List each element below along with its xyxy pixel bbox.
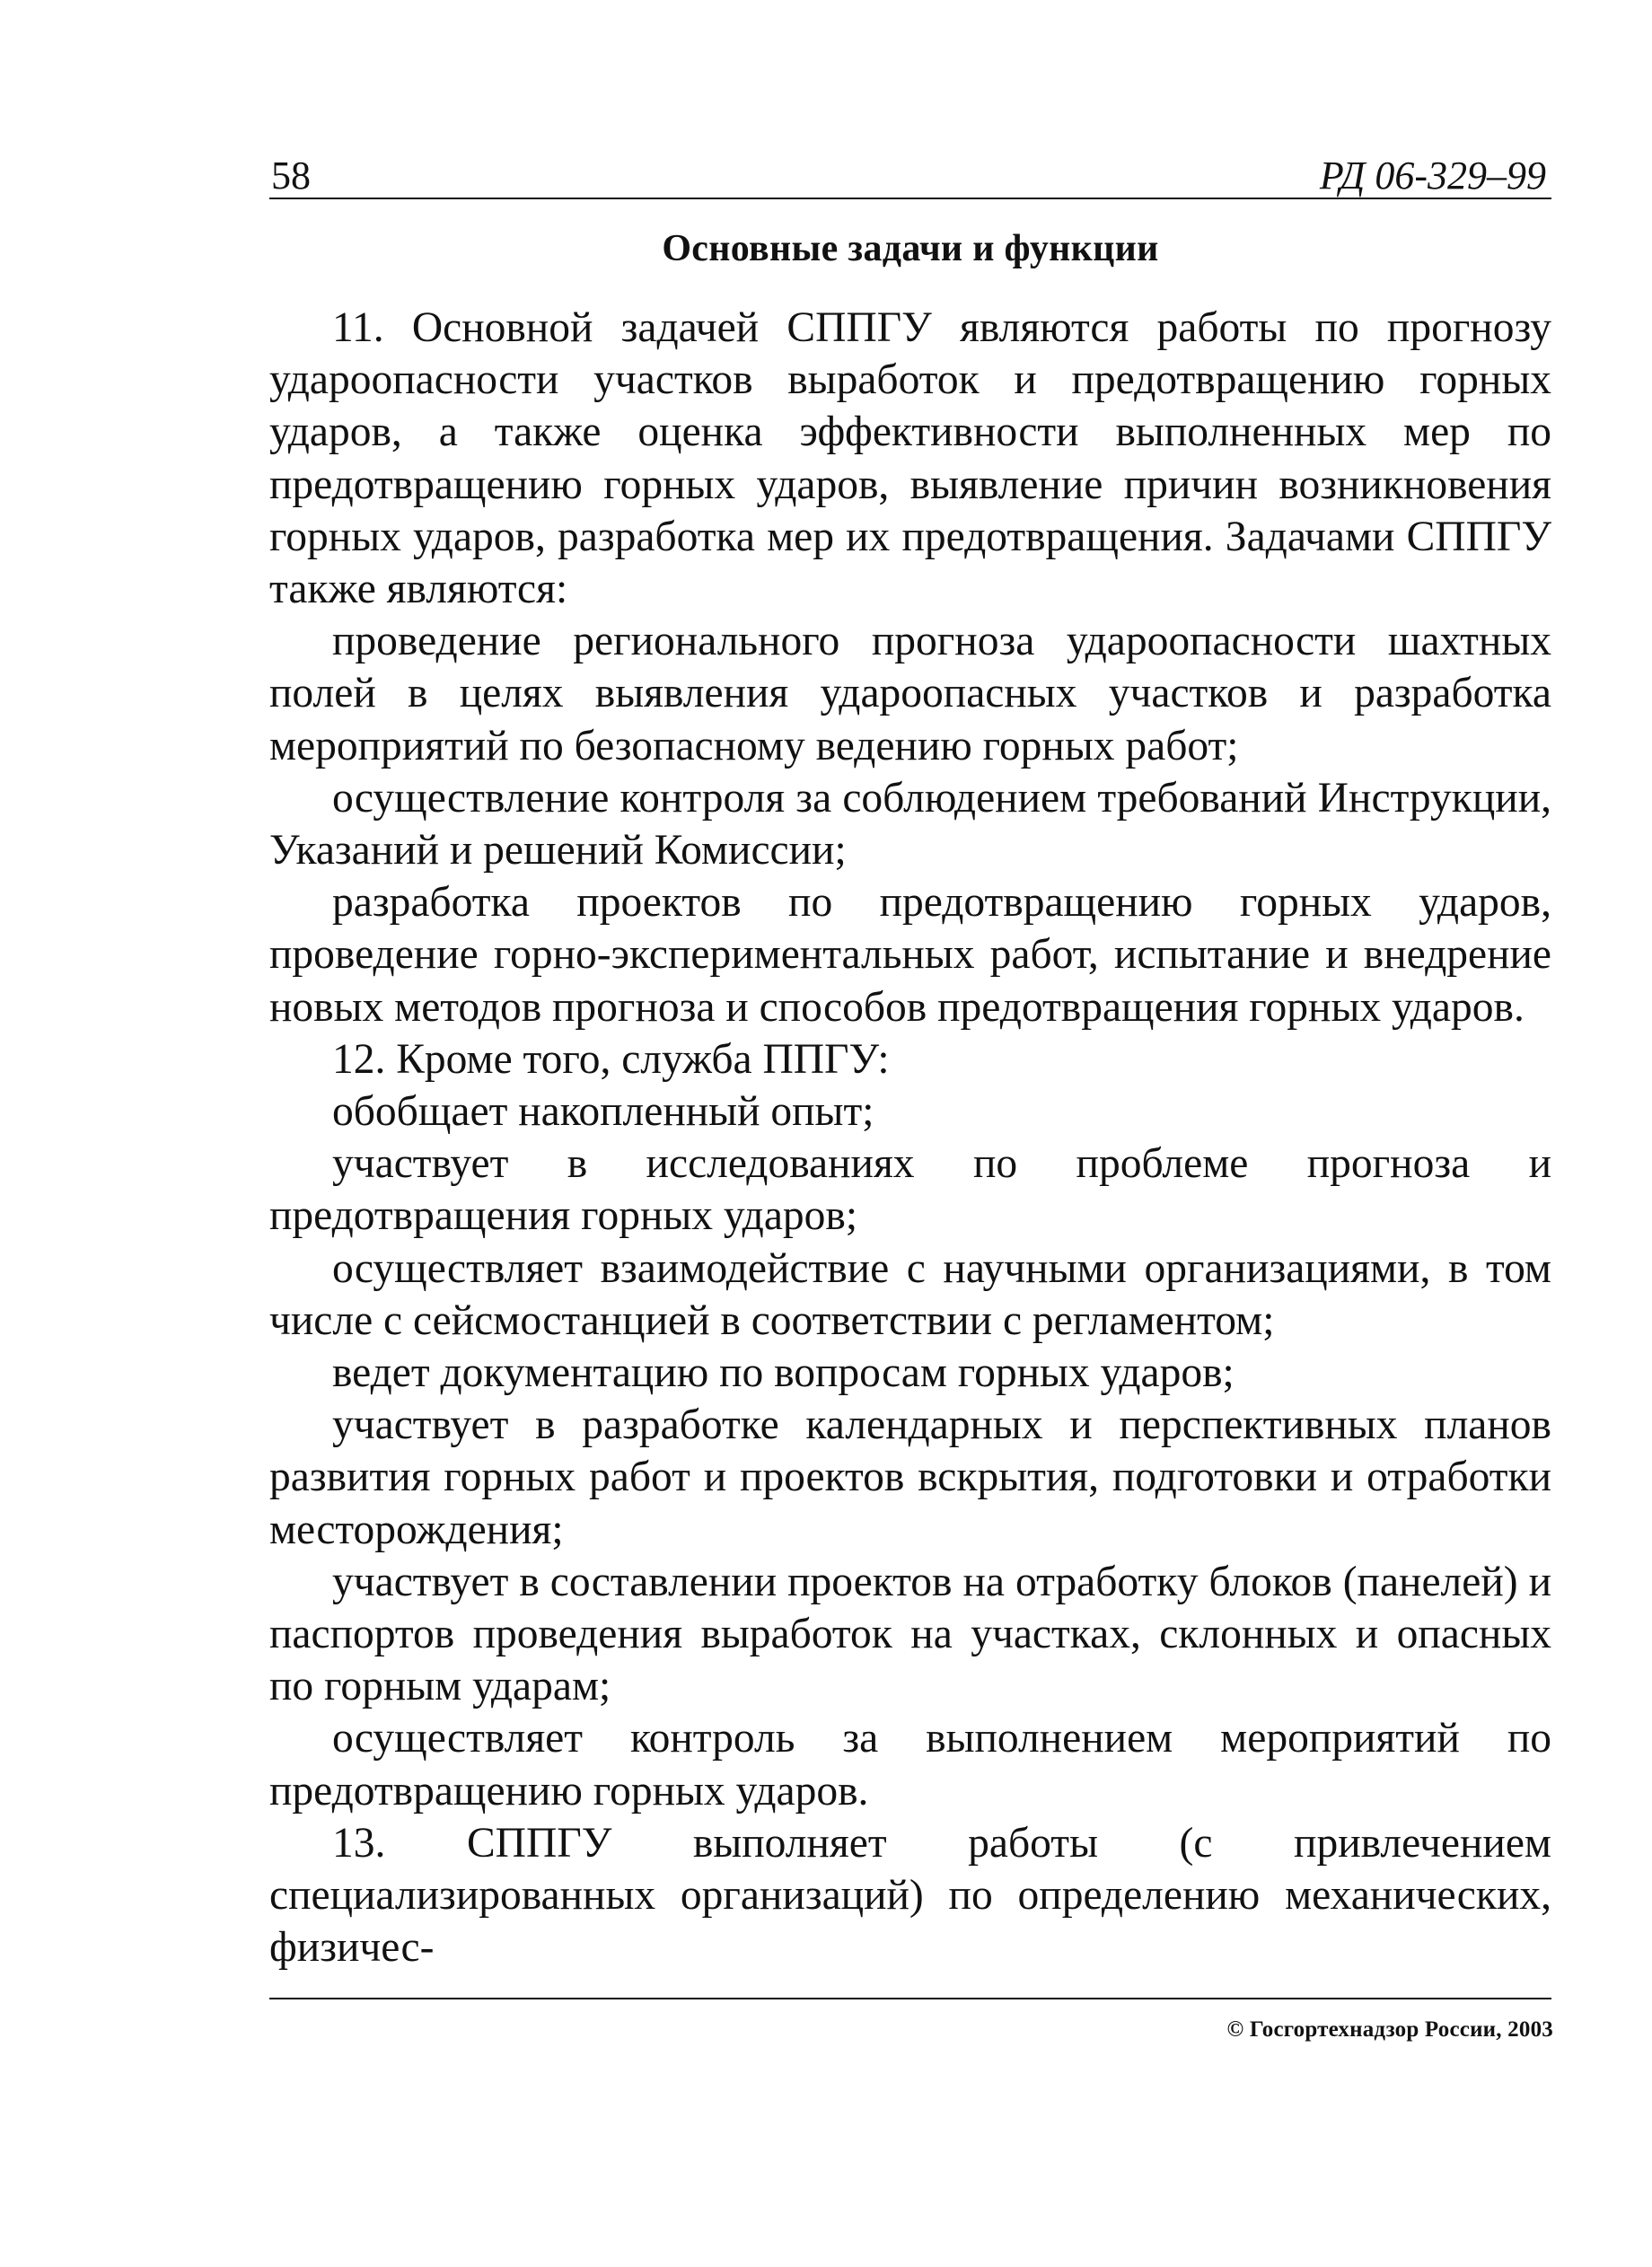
paragraph: осуществление контроля за соблюдением требований Инструкции, Указаний и решений Комиссии; bbox=[269, 774, 1551, 874]
body-text bbox=[269, 302, 1551, 1974]
paragraph: ведет документацию по вопросам горных ударов; bbox=[332, 1349, 1235, 1397]
paragraph: участвует в разработке календарных и перспективных планов развития горных работ и проектов вскрытия, подготовки и отработки месторождения; bbox=[269, 1401, 1551, 1553]
paragraph: разработка проектов по предотвращению горных ударов, проведение горно-экспериментальных работ, испытание и внедрение новых методов прогноза и способов предотвращения горных ударов. bbox=[269, 879, 1551, 1031]
paragraph: участвует в исследованиях по проблеме прогноза и предотвращения горных ударов; bbox=[269, 1140, 1551, 1240]
paragraph: 12. Кроме того, служба ППГУ: bbox=[332, 1035, 890, 1083]
footer-divider bbox=[269, 1998, 1551, 1999]
paragraph: осуществляет взаимодействие с научными организациями, в том числе с сейсмостанцией в соответствии с регламентом; bbox=[269, 1244, 1551, 1344]
section-title: Основные задачи и функции bbox=[662, 228, 1159, 269]
paragraph: осуществляет контроль за выполнением мероприятий по предотвращению горных ударов. bbox=[269, 1715, 1551, 1814]
document-code: РД 06-329–99 bbox=[1319, 154, 1546, 198]
copyright-notice: © Госгортехнадзор России, 2003 bbox=[1226, 2017, 1553, 2042]
paragraph: 11. Основной задачей СППГУ являются работы по прогнозу удароопасности участков выработок и предотвращению горных ударов, а также оценка эффективности выполненных мер по предотвращению горных ударов, выявление причин возникновения горных ударов, разработка мер их предотвращения. Задачами СППГУ также являются: bbox=[269, 304, 1551, 613]
page-header bbox=[269, 154, 1551, 199]
paragraph: участвует в составлении проектов на отработку блоков (панелей) и паспортов проведения выработок на участках, склонных и опасных по горным ударам; bbox=[269, 1558, 1551, 1710]
paragraph: обобщает накопленный опыт; bbox=[332, 1088, 874, 1136]
paragraph: 13. СППГУ выполняет работы (с привлечением специализированных организаций) по определению механических, физичес- bbox=[269, 1819, 1551, 1972]
page-number: 58 bbox=[271, 154, 311, 198]
paragraph: проведение регионального прогноза удароопасности шахтных полей в целях выявления удароопасных участков и разработка мероприятий по безопасному ведению горных работ; bbox=[269, 618, 1551, 769]
